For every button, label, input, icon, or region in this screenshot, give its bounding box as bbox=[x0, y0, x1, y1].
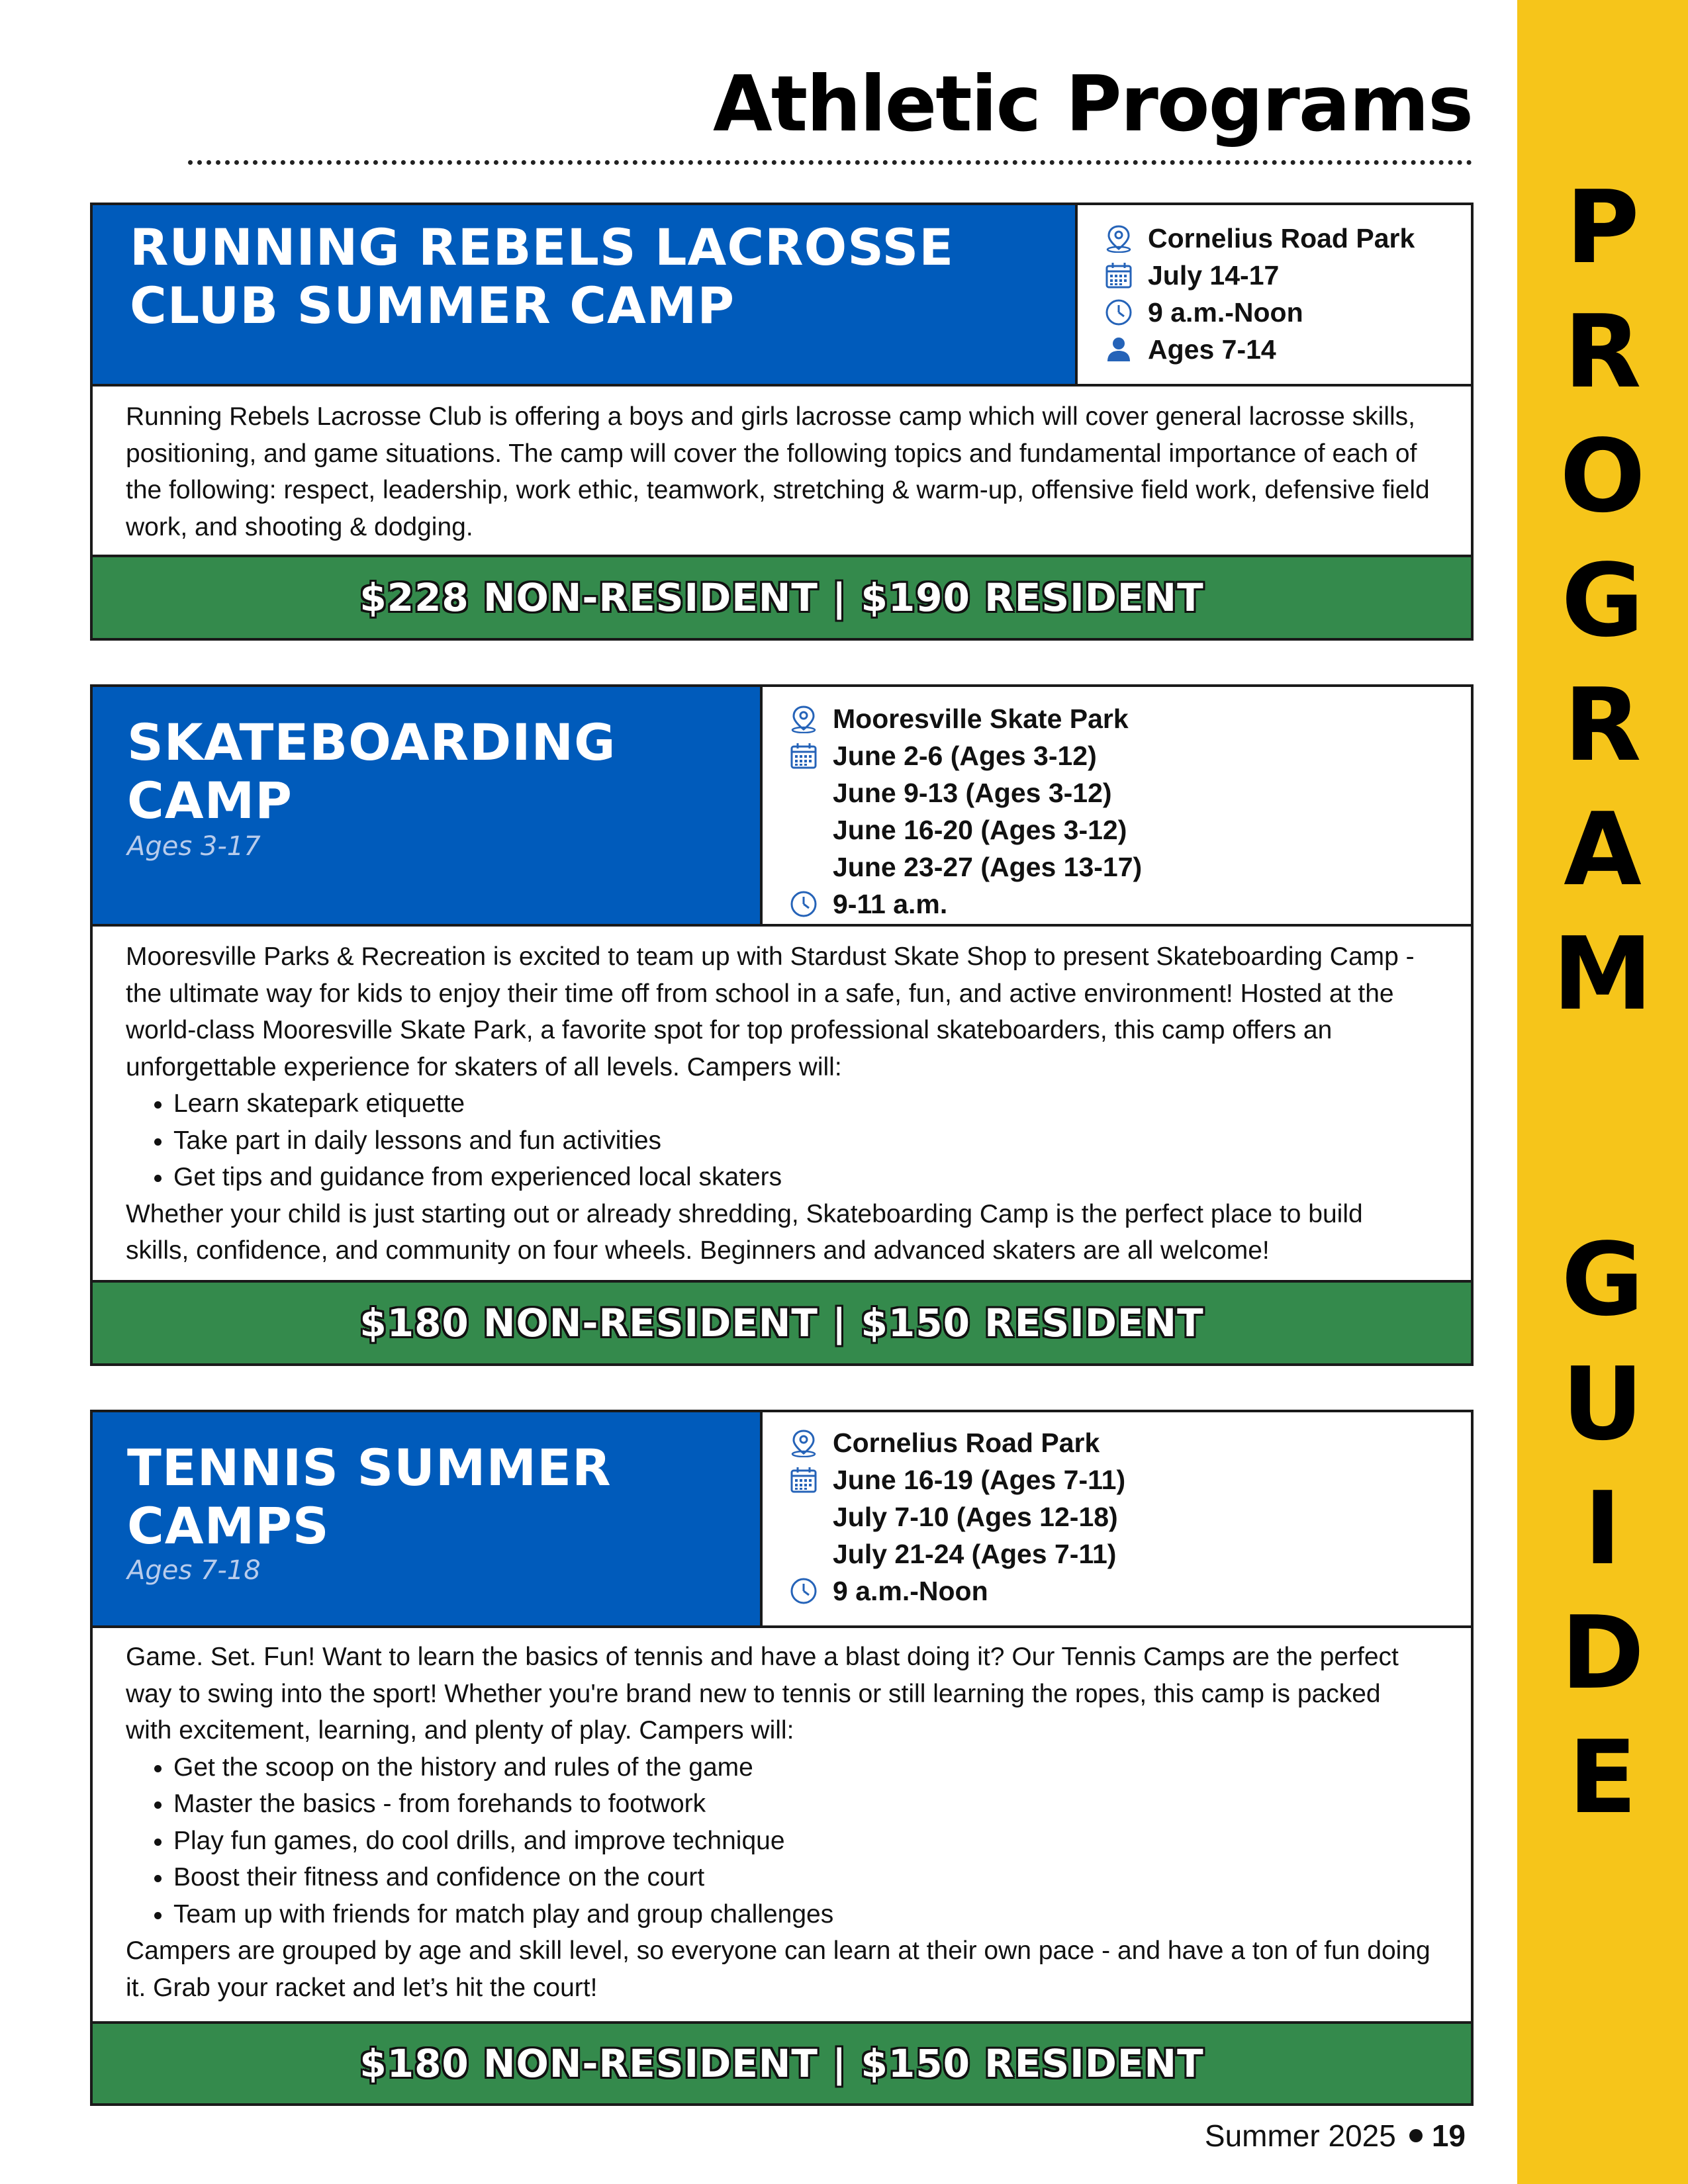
price-bar: $180 NON-RESIDENT | $150 RESIDENT bbox=[93, 2021, 1471, 2103]
date-row bbox=[789, 737, 1097, 774]
band-letter: O bbox=[1560, 418, 1646, 535]
list-item: • Boost their fitness and confidence on the court bbox=[173, 1859, 1431, 1896]
band-letter: I bbox=[1583, 1470, 1622, 1587]
program-title-line: CAMPS bbox=[127, 1496, 330, 1555]
band-letter: A bbox=[1564, 791, 1642, 908]
location-pin-icon bbox=[789, 1428, 818, 1457]
date-row bbox=[789, 811, 1127, 848]
location-row bbox=[789, 700, 1129, 737]
footer-season: Summer 2025 bbox=[1204, 2118, 1396, 2153]
program-details bbox=[763, 687, 1471, 924]
calendar-icon bbox=[789, 1465, 818, 1494]
list-item: • Learn skatepark etiquette bbox=[173, 1085, 1431, 1122]
program-details bbox=[763, 1412, 1471, 1625]
page-title: Athletic Programs bbox=[713, 60, 1472, 149]
bullet-dot-icon bbox=[1409, 2129, 1423, 2142]
band-letter: D bbox=[1560, 1594, 1645, 1711]
date-text: July 7-10 (Ages 12-18) bbox=[833, 1501, 1118, 1532]
list-item: • Get tips and guidance from experienced local skaters bbox=[173, 1159, 1431, 1196]
date-text: June 23-27 (Ages 13-17) bbox=[833, 851, 1143, 882]
date-row bbox=[789, 1498, 1118, 1535]
date-row bbox=[789, 774, 1112, 811]
program-title-block bbox=[93, 205, 1078, 384]
description-intro: Game. Set. Fun! Want to learn the basics of tennis and have a blast doing it? Our Tennis Camps are the perfect way to swing into the sport! Whether you're brand new to tennis or still learning the ropes, this camp is packed with excitement, learning, and plenty of play. Campers will: bbox=[126, 1643, 1399, 1745]
band-letter: M bbox=[1552, 915, 1653, 1032]
ages-text: Ages 7-14 bbox=[1148, 334, 1276, 365]
description-text: Running Rebels Lacrosse Club is offering a boys and girls lacrosse camp which will cover general lacrosse skills, positioning, and game situations. The camp will cover the following topics and fundamental importance of each of the following: respect, leadership, work ethic, teamwork, stretching & warm-up, offensive field work, defensive field work, and shooting & dodging. bbox=[126, 402, 1430, 541]
band-letter: R bbox=[1564, 666, 1642, 784]
program-card-skateboarding bbox=[90, 684, 1474, 1366]
program-details bbox=[1078, 205, 1471, 384]
clock-icon bbox=[1104, 298, 1133, 327]
program-title-line: RUNNING REBELS LACROSSE bbox=[130, 218, 955, 277]
time-text: 9-11 a.m. bbox=[833, 888, 948, 919]
program-description bbox=[126, 398, 1431, 545]
program-description bbox=[126, 1639, 1431, 2006]
location-text: Cornelius Road Park bbox=[1148, 222, 1415, 253]
description-outro: Campers are grouped by age and skill level, so everyone can learn at their own pace - and have a ton of fun doing it. Grab your racket and let’s hit the court! bbox=[126, 1936, 1430, 2002]
card-header-row bbox=[93, 1412, 1471, 1628]
location-pin-icon bbox=[789, 704, 818, 733]
calendar-icon bbox=[1104, 261, 1133, 290]
time-row bbox=[1104, 294, 1303, 331]
price-bar: $228 NON-RESIDENT | $190 RESIDENT bbox=[93, 555, 1471, 638]
campers-will-list bbox=[126, 1749, 1431, 1933]
page-footer bbox=[1205, 2118, 1466, 2154]
card-header-row bbox=[93, 205, 1471, 387]
description-outro: Whether your child is just starting out or already shredding, Skateboarding Camp is the perfect place to build skills, confidence, and community on four wheels. Beginners and advanced skaters are all welcome! bbox=[126, 1199, 1363, 1265]
description-intro: Mooresville Parks & Recreation is excited to team up with Stardust Skate Shop to present Skateboarding Camp - the ultimate way for kids to enjoy their time off from school in a safe, fun, and active environment! Hosted at the world-class Mooresville Skate Park, a favorite spot for top professional skateboarders, this camp offers an unforgettable experience for skaters of all levels. Campers will: bbox=[126, 942, 1415, 1081]
list-item: • Master the basics - from forehands to footwork bbox=[173, 1786, 1431, 1823]
band-letter: R bbox=[1564, 293, 1642, 410]
time-row bbox=[789, 886, 947, 923]
date-text: July 14-17 bbox=[1148, 259, 1280, 291]
title-divider bbox=[188, 160, 1472, 165]
date-text: June 2-6 (Ages 3-12) bbox=[833, 740, 1097, 771]
time-row bbox=[789, 1572, 988, 1610]
program-subtitle: Ages 3-17 bbox=[127, 831, 261, 862]
program-title-block bbox=[93, 1412, 763, 1625]
clock-icon bbox=[789, 1576, 818, 1606]
program-title bbox=[127, 713, 740, 830]
list-item: • Team up with friends for match play and group challenges bbox=[173, 1896, 1431, 1933]
program-title bbox=[127, 1439, 740, 1555]
date-text: June 16-19 (Ages 7-11) bbox=[833, 1464, 1126, 1495]
date-row bbox=[789, 1461, 1125, 1498]
person-icon bbox=[1104, 335, 1133, 364]
band-letter: G bbox=[1561, 1221, 1644, 1338]
location-row bbox=[789, 1424, 1100, 1461]
ages-row bbox=[1104, 331, 1276, 368]
band-letter: P bbox=[1566, 169, 1640, 286]
date-text: June 9-13 (Ages 3-12) bbox=[833, 777, 1112, 808]
location-row bbox=[1104, 220, 1415, 257]
location-text: Cornelius Road Park bbox=[833, 1427, 1100, 1458]
list-item: • Take part in daily lessons and fun activities bbox=[173, 1122, 1431, 1160]
program-card-lacrosse bbox=[90, 203, 1474, 641]
time-text: 9 a.m.-Noon bbox=[1148, 296, 1303, 328]
program-title bbox=[130, 218, 1055, 335]
time-text: 9 a.m.-Noon bbox=[833, 1575, 988, 1606]
date-text: July 21-24 (Ages 7-11) bbox=[833, 1538, 1117, 1569]
date-text: June 16-20 (Ages 3-12) bbox=[833, 814, 1127, 845]
clock-icon bbox=[789, 889, 818, 919]
date-row bbox=[789, 1535, 1116, 1572]
program-card-tennis bbox=[90, 1410, 1474, 2106]
program-title-line: CLUB SUMMER CAMP bbox=[130, 276, 735, 335]
date-row bbox=[789, 848, 1142, 886]
date-row bbox=[1104, 257, 1279, 294]
price-bar: $180 NON-RESIDENT | $150 RESIDENT bbox=[93, 1280, 1471, 1363]
campers-will-list bbox=[126, 1085, 1431, 1196]
list-item: • Get the scoop on the history and rules of the game bbox=[173, 1749, 1431, 1786]
card-header-row bbox=[93, 687, 1471, 927]
program-title-block bbox=[93, 687, 763, 924]
location-pin-icon bbox=[1104, 224, 1133, 253]
list-item: • Play fun games, do cool drills, and improve technique bbox=[173, 1823, 1431, 1860]
program-title-line: CAMP bbox=[127, 771, 293, 830]
calendar-icon bbox=[789, 741, 818, 770]
band-letter: G bbox=[1561, 542, 1644, 659]
program-subtitle: Ages 7-18 bbox=[127, 1555, 261, 1586]
program-title-line: TENNIS SUMMER bbox=[127, 1438, 612, 1497]
program-title-line: SKATEBOARDING bbox=[127, 713, 616, 772]
page-number: 19 bbox=[1431, 2118, 1466, 2153]
program-guide-band bbox=[1517, 0, 1688, 2184]
location-text: Mooresville Skate Park bbox=[833, 703, 1129, 734]
band-letter: E bbox=[1568, 1719, 1637, 1836]
band-letter: U bbox=[1562, 1345, 1644, 1463]
program-description bbox=[126, 938, 1431, 1269]
